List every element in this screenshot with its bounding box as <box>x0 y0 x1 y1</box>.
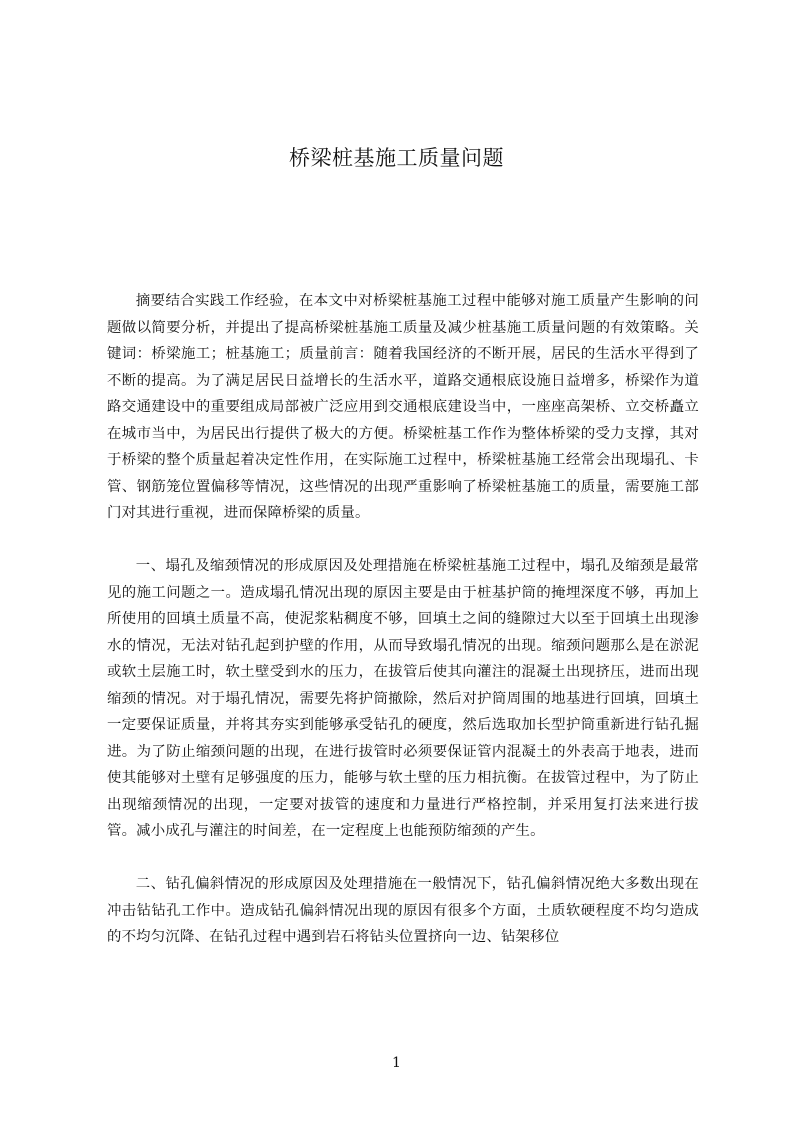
page-number: 1 <box>392 1055 401 1071</box>
paragraph-section-one: 一、塌孔及缩颈情况的形成原因及处理措施在桥梁桩基施工过程中，塌孔及缩颈是最常见的施工问题之一。造成塌孔情况出现的原因主要是由于桩基护筒的掩埋深度不够，再加上所使用的回填土质量不高，使泥浆粘稠度不够，回填土之间的缝隙过大以至于回填土出现渗水的情况，无法对钻孔起到护壁的作用，从而导致塌孔情况的出现。缩颈问题那么是在淤泥或软土层施工时，软土壁受到水的压力，在拔管后使其向灌注的混凝土出现挤压，进而出现缩颈的情况。对于塌孔情况，需要先将护筒撤除，然后对护筒周围的地基进行回填，回填土一定要保证质量，并将其夯实到能够承受钻孔的硬度，然后选取加长型护筒重新进行钻孔掘进。为了防止缩颈问题的出现，在进行拔管时必须要保证管内混凝土的外表高于地表，进而使其能够对土壁有足够强度的压力，能够与软土壁的压力相抗衡。在拔管过程中，为了防止出现缩颈情况的出现，一定要对拔管的速度和力量进行严格控制，并采用复打法来进行拔管。减小成孔与灌注的时间差，在一定程度上也能预防缩颈的产生。 <box>107 558 699 839</box>
paragraph-abstract: 摘要结合实践工作经验，在本文中对桥梁桩基施工过程中能够对施工质量产生影响的问题做以简要分析，并提出了提高桥梁桩基施工质量及减少桩基施工质量问题的有效策略。关键词：桥梁施工；桩基施工；质量前言：随着我国经济的不断开展，居民的生活水平得到了不断的提高。为了满足居民日益增长的生活水平，道路交通根底设施日益增多，桥梁作为道路交通建设中的重要组成局部被广泛应用到交通根底建设当中，一座座高架桥、立交桥矗立在城市当中，为居民出行提供了极大的方便。桥梁桩基工作作为整体桥梁的受力支撑，其对于桥梁的整个质量起着决定性作用，在实际施工过程中，桥梁桩基施工经常会出现塌孔、卡管、钢筋笼位置偏移等情况，这些情况的出现严重影响了桥梁桩基施工的质量，需要施工部门对其进行重视，进而保障桥梁的质量。 <box>107 293 699 521</box>
document-body <box>107 288 699 951</box>
paragraph-section-two: 二、钻孔偏斜情况的形成原因及处理措施在一般情况下，钻孔偏斜情况绝大多数出现在冲击钻钻孔工作中。造成钻孔偏斜情况出现的原因有很多个方面，土质软硬程度不均匀造成的不均匀沉降、在钻孔过程中遇到岩石将钻头位置挤向一边、钻架移位 <box>107 876 699 945</box>
document-title: 桥梁桩基施工质量问题 <box>289 146 504 170</box>
